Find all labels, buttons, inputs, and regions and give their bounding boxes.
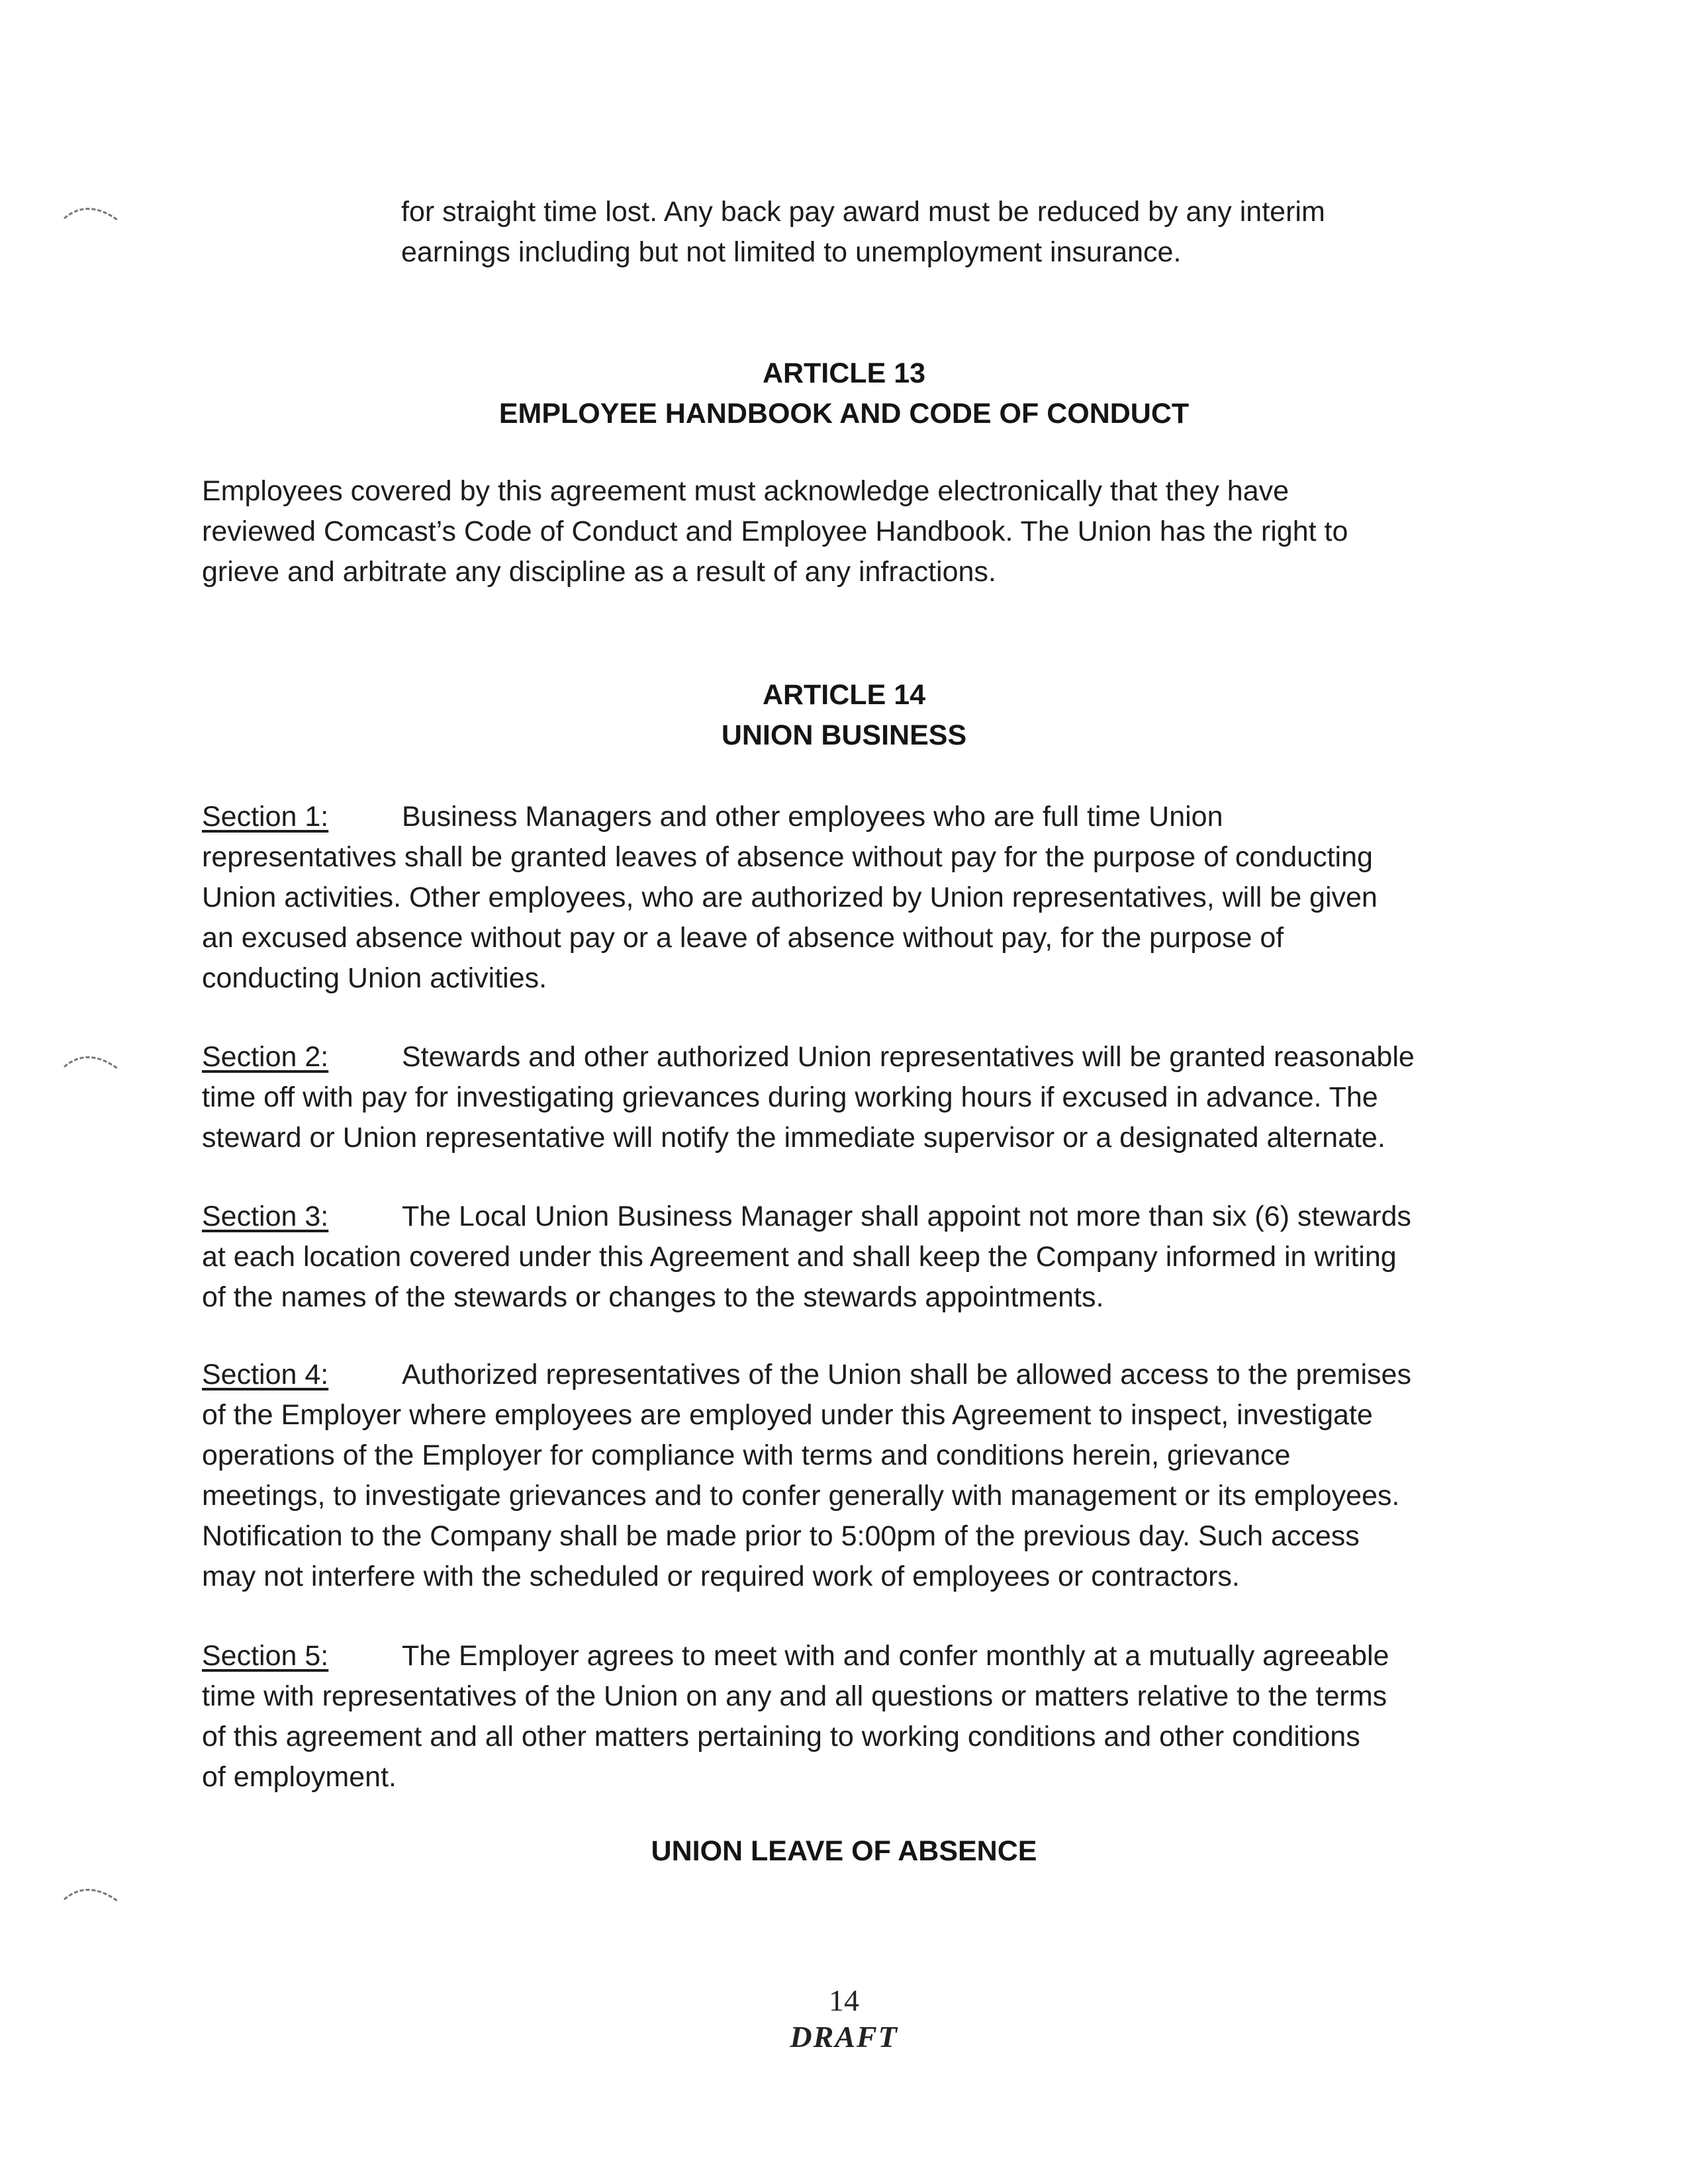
section-1-paragraph (202, 797, 1499, 999)
article-13-title: EMPLOYEE HANDBOOK AND CODE OF CONDUCT (498, 398, 1190, 430)
article-14-number: ARTICLE 14 (762, 679, 926, 711)
section-label: Section 1: (202, 801, 329, 833)
section-5-paragraph (202, 1636, 1499, 1797)
section-first-line (202, 1355, 1499, 1395)
section-line: of the Employer where employees are employed under this Agreement to inspect, investigate (202, 1399, 1373, 1431)
section-first-text: Authorized representatives of the Union shall be allowed access to the premises (402, 1359, 1411, 1390)
section-line: may not interfere with the scheduled or required work of employees or contractors. (202, 1561, 1240, 1592)
article-13-number: ARTICLE 13 (762, 357, 926, 389)
section-line: conducting Union activities. (202, 962, 547, 994)
article-13-paragraph (202, 471, 1499, 592)
section-first-line (202, 1636, 1499, 1676)
page-number: 14 (829, 1983, 859, 2017)
section-line: meetings, to investigate grievances and to confer generally with management or its employees. (202, 1480, 1400, 1512)
draft-label: DRAFT (790, 2020, 898, 2054)
section-label: Section 3: (202, 1201, 329, 1232)
union-leave-heading: UNION LEAVE OF ABSENCE (651, 1835, 1037, 1867)
section-line: of the names of the stewards or changes to the stewards appointments. (202, 1281, 1104, 1313)
section-3-paragraph (202, 1197, 1499, 1318)
section-4-paragraph (202, 1355, 1499, 1597)
section-first-line (202, 1037, 1499, 1077)
section-line: operations of the Employer for compliance with terms and conditions herein, grievance (202, 1439, 1291, 1471)
section-line: at each location covered under this Agreement and shall keep the Company informed in writing (202, 1241, 1397, 1273)
section-line: of employment. (202, 1761, 397, 1793)
section-line: time off with pay for investigating grievances during working hours if excused in advance. The (202, 1081, 1378, 1113)
punch-hole-mark (61, 1880, 120, 1906)
article-13-line: grieve and arbitrate any discipline as a result of any infractions. (202, 556, 996, 588)
intro-line: earnings including but not limited to unemployment insurance. (401, 236, 1182, 268)
section-first-text: Stewards and other authorized Union representatives will be granted reasonable (402, 1041, 1415, 1073)
section-label: Section 4: (202, 1359, 329, 1390)
section-first-text: The Local Union Business Manager shall appoint not more than six (6) stewards (402, 1201, 1411, 1232)
section-first-text: Business Managers and other employees who are full time Union (402, 801, 1223, 833)
section-first-line (202, 1197, 1499, 1237)
article-13-line: Employees covered by this agreement must acknowledge electronically that they have (202, 475, 1289, 507)
punch-hole-mark (61, 1047, 120, 1073)
section-first-line (202, 797, 1499, 837)
section-line: of this agreement and all other matters pertaining to working conditions and other conditions (202, 1721, 1360, 1752)
section-label: Section 5: (202, 1640, 329, 1672)
article-13-line: reviewed Comcast’s Code of Conduct and Employee Handbook. The Union has the right to (202, 516, 1348, 547)
article-14-title: UNION BUSINESS (721, 719, 967, 751)
section-line: steward or Union representative will notify the immediate supervisor or a designated alternate. (202, 1122, 1385, 1154)
section-line: an excused absence without pay or a leave of absence without pay, for the purpose of (202, 922, 1284, 954)
section-line: Notification to the Company shall be made prior to 5:00pm of the previous day. Such access (202, 1520, 1360, 1552)
section-label: Section 2: (202, 1041, 329, 1073)
section-line: Union activities. Other employees, who are authorized by Union representatives, will be given (202, 882, 1378, 913)
intro-line: for straight time lost. Any back pay award must be reduced by any interim (401, 196, 1325, 228)
section-line: time with representatives of the Union on any and all questions or matters relative to the terms (202, 1680, 1387, 1712)
section-first-text: The Employer agrees to meet with and confer monthly at a mutually agreeable (402, 1640, 1389, 1672)
intro-paragraph (401, 192, 1460, 273)
punch-hole-mark (61, 199, 120, 225)
section-2-paragraph (202, 1037, 1499, 1158)
section-line: representatives shall be granted leaves of absence without pay for the purpose of conducting (202, 841, 1373, 873)
